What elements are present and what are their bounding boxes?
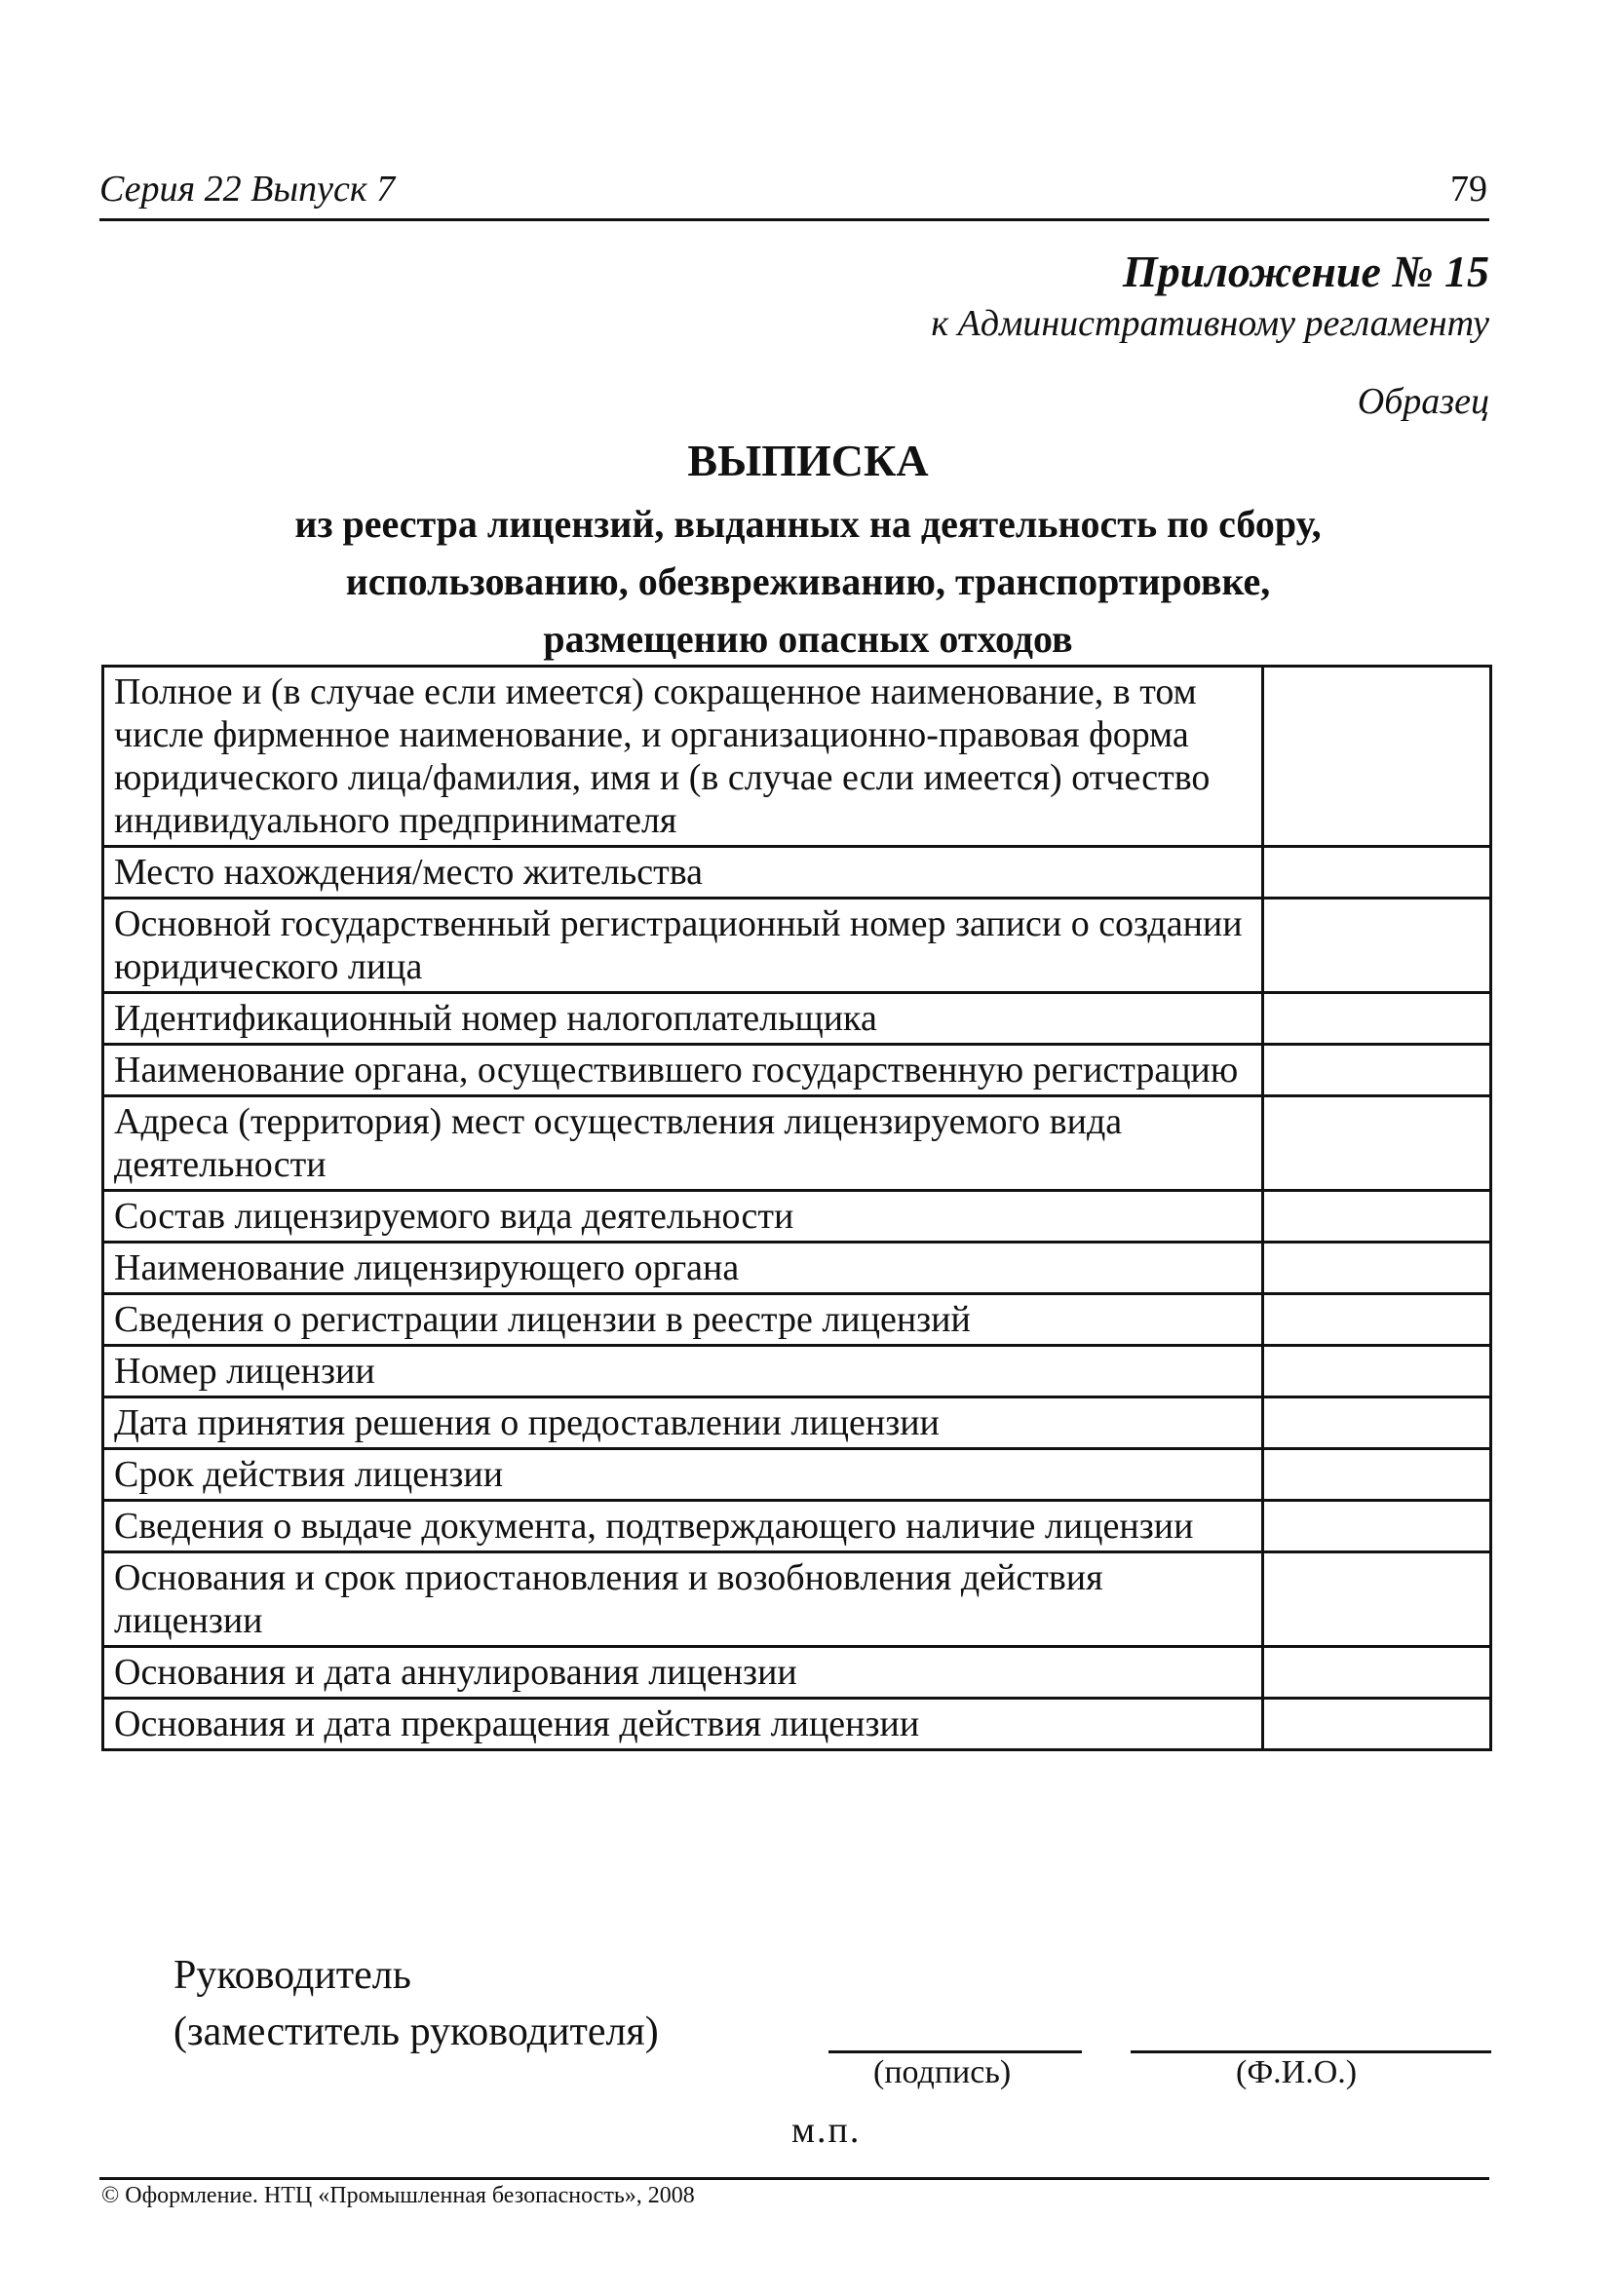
- footer-copyright: © Оформление. НТЦ «Промышленная безопасность», 2008: [101, 2183, 695, 2208]
- row-value: [1263, 1096, 1491, 1191]
- row-label: Идентификационный номер налогоплательщика: [103, 993, 1263, 1045]
- appendix-title: Приложение № 15: [1122, 247, 1489, 296]
- table-row: [103, 847, 1491, 899]
- row-label: Основной государственный регистрационный номер записи о создании юридического лица: [103, 899, 1263, 993]
- subtitle-line: из реестра лицензий, выданных на деятельность по сбору,: [294, 502, 1322, 546]
- table-row: [103, 1294, 1491, 1346]
- row-value: [1263, 847, 1491, 899]
- sample-label: Образец: [1357, 381, 1489, 422]
- row-label: Сведения о выдаче документа, подтверждающего наличие лицензии: [103, 1501, 1263, 1552]
- table-row: [103, 1045, 1491, 1096]
- signature-caption: (подпись): [873, 2054, 1012, 2090]
- full-name-line: [1131, 2050, 1491, 2053]
- row-label: Наименование органа, осуществившего государственную регистрацию: [103, 1045, 1263, 1096]
- signature-line: [828, 2050, 1082, 2053]
- signer-role: [173, 1947, 659, 2060]
- row-label: Основания и срок приостановления и возобновления действия лицензии: [103, 1552, 1263, 1647]
- row-value: [1263, 899, 1491, 993]
- table-row: [103, 1552, 1491, 1647]
- row-label: Наименование лицензирующего органа: [103, 1243, 1263, 1294]
- row-label: Адреса (территория) мест осуществления лицензируемого вида деятельности: [103, 1096, 1263, 1191]
- row-value: [1263, 1449, 1491, 1501]
- document-subtitle: [175, 495, 1441, 668]
- table-row: [103, 1397, 1491, 1449]
- header-divider: [99, 218, 1489, 221]
- series-label: Серия 22 Выпуск 7: [99, 169, 396, 210]
- table-row: [103, 1501, 1491, 1552]
- row-value: [1263, 667, 1491, 847]
- signer-role-line: (заместитель руководителя): [173, 2009, 659, 2054]
- table-row: [103, 667, 1491, 847]
- row-label: Срок действия лицензии: [103, 1449, 1263, 1501]
- row-label: Дата принятия решения о предоставлении лицензии: [103, 1397, 1263, 1449]
- row-label: Состав лицензируемого вида деятельности: [103, 1191, 1263, 1243]
- registry-extract-table: [101, 665, 1492, 1751]
- subtitle-line: использованию, обезвреживанию, транспортировке,: [345, 559, 1271, 603]
- table-row: [103, 1647, 1491, 1699]
- row-value: [1263, 1501, 1491, 1552]
- stamp-place-label: м.п.: [791, 2110, 862, 2151]
- table-row: [103, 899, 1491, 993]
- row-value: [1263, 1699, 1491, 1750]
- table-row: [103, 1699, 1491, 1750]
- row-value: [1263, 1397, 1491, 1449]
- table-row: [103, 1449, 1491, 1501]
- appendix-subtitle: к Административному регламенту: [931, 303, 1489, 344]
- row-value: [1263, 1243, 1491, 1294]
- row-label: Полное и (в случае если имеется) сокращенное наименование, в том числе фирменное наименование, и организационно-правовая форма юридического лица/фамилия, имя и (в случае если имеется) отчество индивидуального предпринимателя: [103, 667, 1263, 847]
- row-value: [1263, 1552, 1491, 1647]
- row-label: Номер лицензии: [103, 1346, 1263, 1397]
- row-value: [1263, 1191, 1491, 1243]
- subtitle-line: размещению опасных отходов: [543, 617, 1073, 661]
- table-row: [103, 1346, 1491, 1397]
- row-label: Основания и дата аннулирования лицензии: [103, 1647, 1263, 1699]
- table-row: [103, 1243, 1491, 1294]
- table-row: [103, 1191, 1491, 1243]
- full-name-caption: (Ф.И.О.): [1236, 2054, 1358, 2090]
- row-value: [1263, 1294, 1491, 1346]
- row-label: Основания и дата прекращения действия лицензии: [103, 1699, 1263, 1750]
- footer-divider: [99, 2177, 1489, 2180]
- row-value: [1263, 1346, 1491, 1397]
- table-row: [103, 993, 1491, 1045]
- table-row: [103, 1096, 1491, 1191]
- row-value: [1263, 1045, 1491, 1096]
- row-value: [1263, 993, 1491, 1045]
- row-label: Сведения о регистрации лицензии в реестре лицензий: [103, 1294, 1263, 1346]
- page-number: 79: [1450, 169, 1487, 210]
- document-title: ВЫПИСКА: [687, 436, 929, 485]
- row-value: [1263, 1647, 1491, 1699]
- signer-role-line: Руководитель: [173, 1953, 411, 1998]
- row-label: Место нахождения/место жительства: [103, 847, 1263, 899]
